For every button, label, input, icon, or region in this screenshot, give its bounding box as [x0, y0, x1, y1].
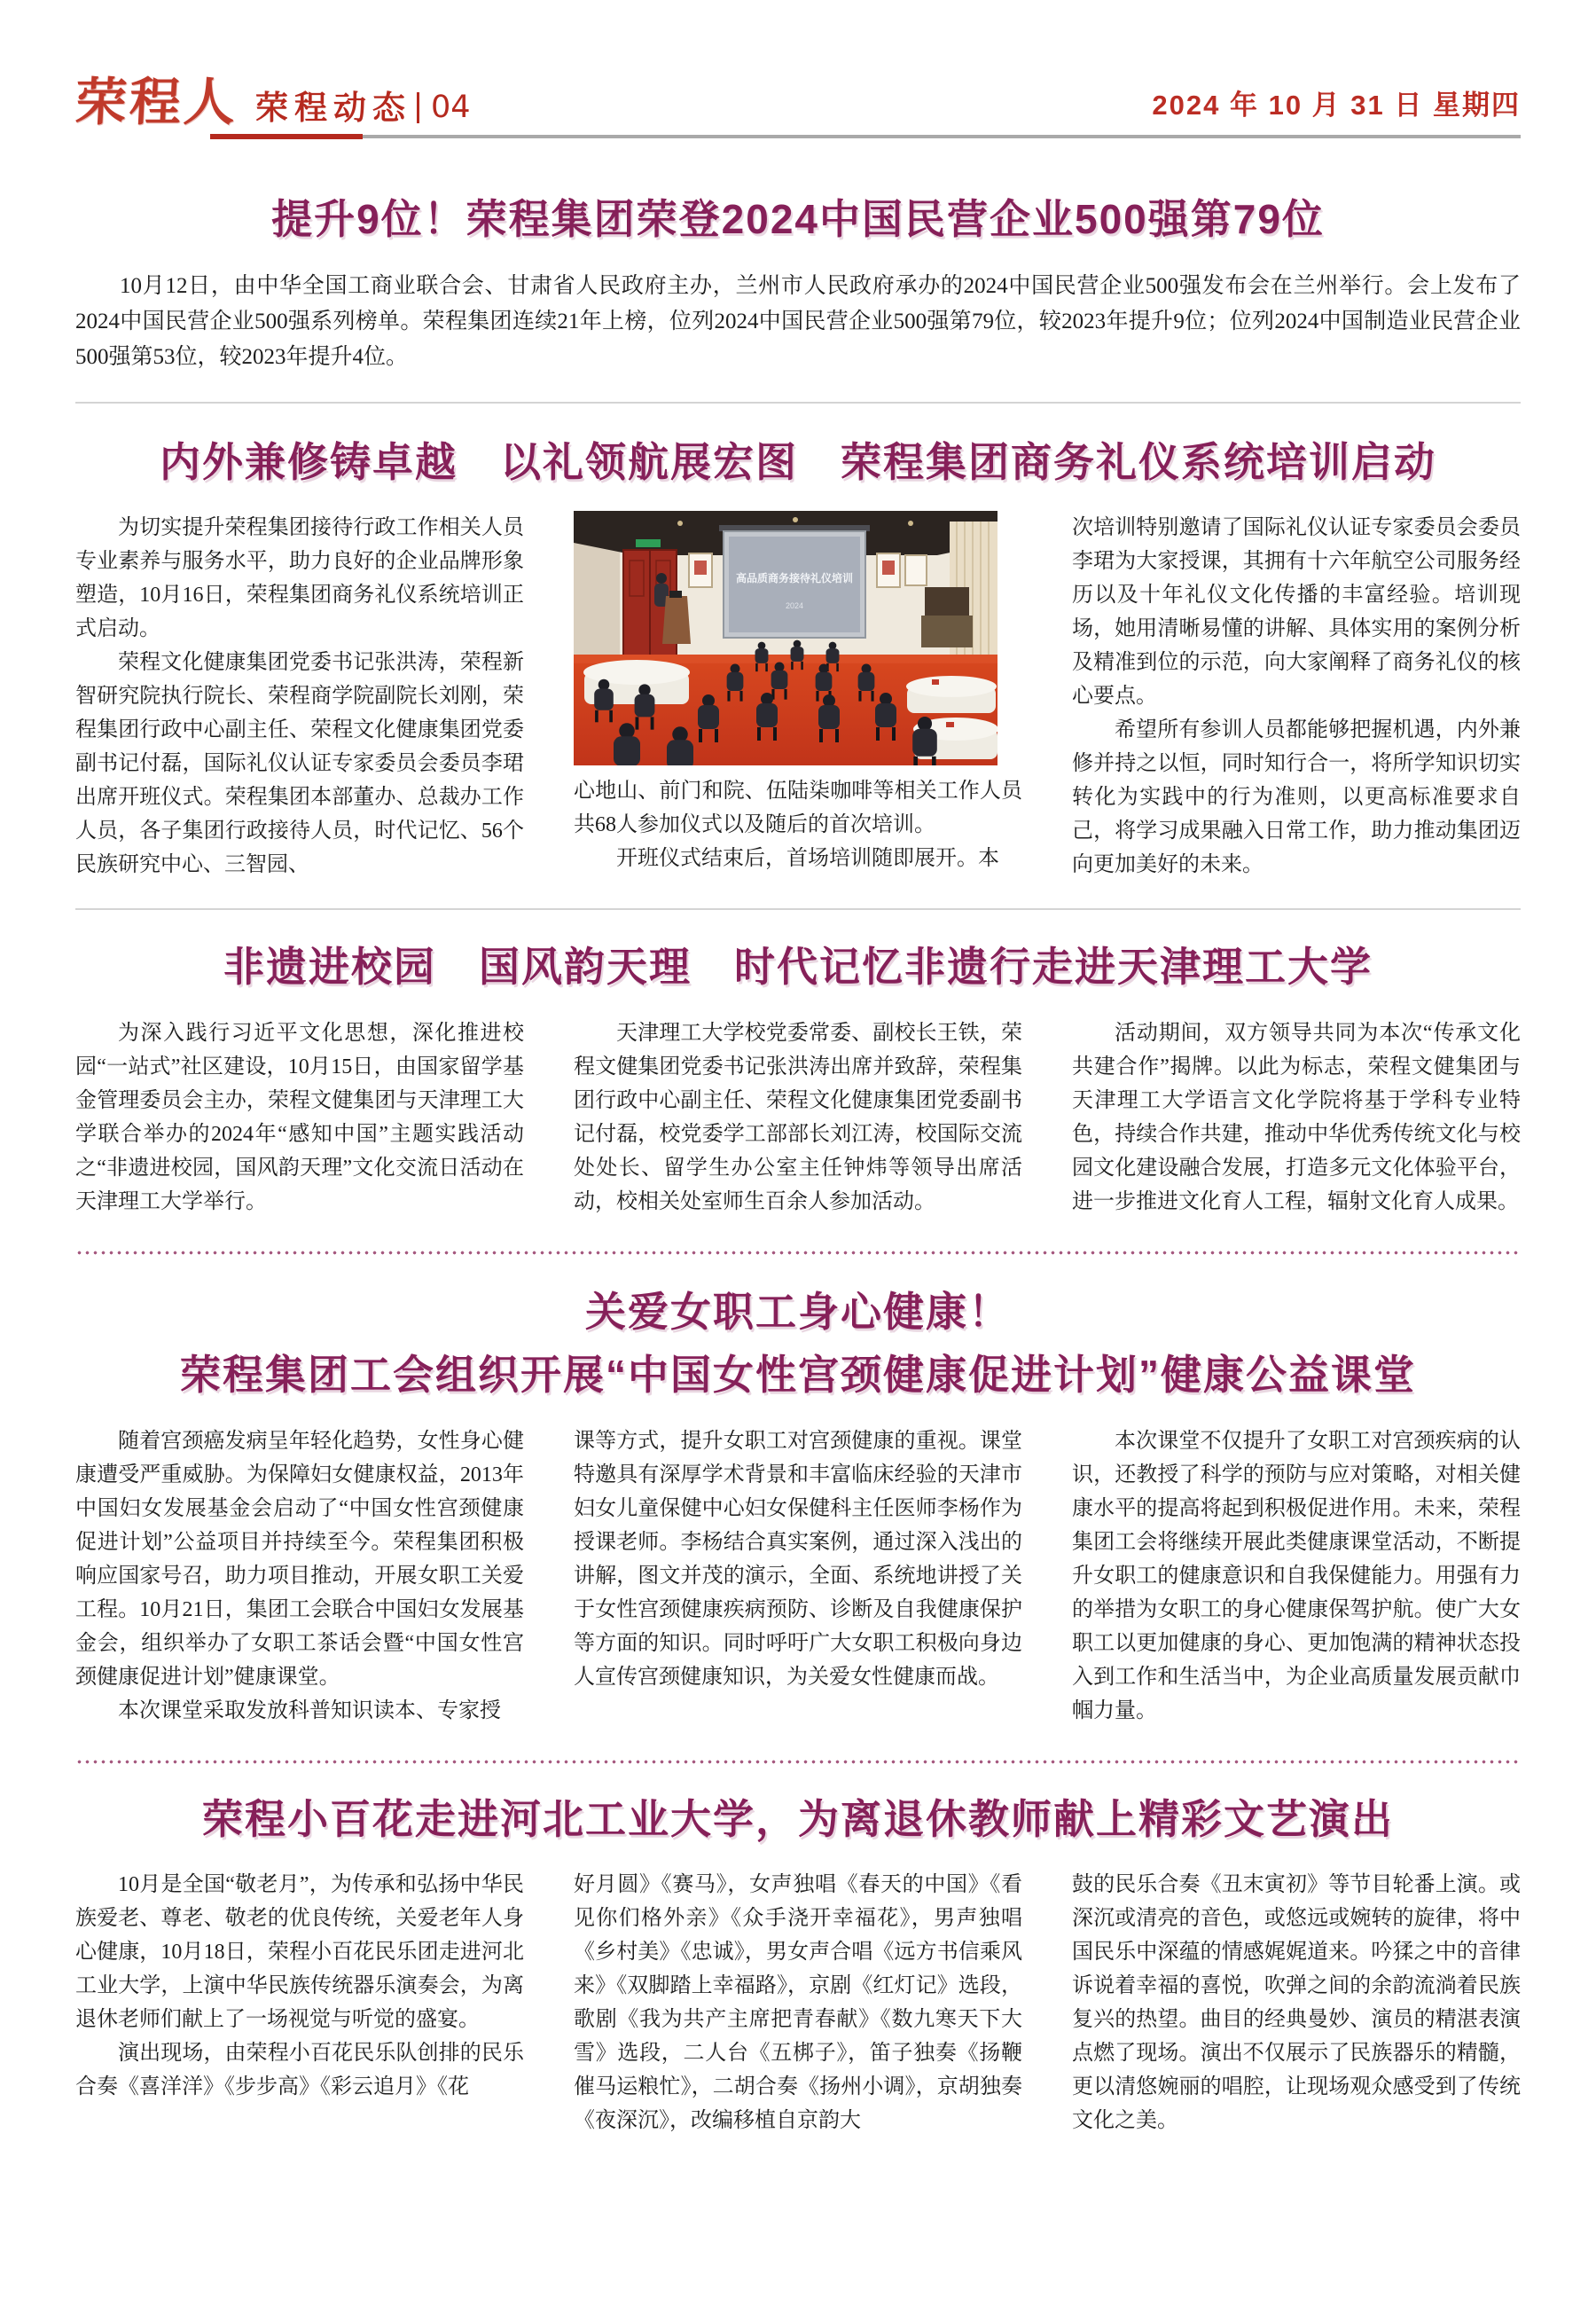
article-folk-music-performance [75, 1794, 1521, 2138]
article-body [75, 269, 1521, 375]
paragraph: 开班仪式结束后，首场培训随即展开。本 [616, 847, 999, 870]
paragraph: 10月12日，由中华全国工商业联合会、甘肃省人民政府主办，兰州市人民政府承办的2024中国民营企业500强发布会在兰州举行。会上发布了2024中国民营企业500强系列榜单。荣程集团连续21年上榜，位列2024中国民营企业500强第79位，较2023年提升9位；位列2024中国制造业民营企业500强第53位，较2023年提升4位。 [75, 273, 1521, 369]
column-right [1072, 1016, 1521, 1219]
wall-frame [905, 555, 927, 585]
column-middle-text [574, 774, 1022, 875]
article-headline-line1: 关爱女职工身心健康！ [585, 1288, 1011, 1335]
article-headline-line2: 荣程集团工会组织开展“中国女性宫颈健康促进计划”健康公益课堂 [180, 1352, 1416, 1398]
masthead-date: 2024 年 10 月 31 日 星期四 [1152, 90, 1521, 121]
paragraph: 心地山、前门和院、伍陆柒咖啡等相关工作人员共68人参加仪式以及随后的首次培训。 [574, 780, 1022, 836]
article-columns [75, 1868, 1521, 2137]
article-headline: 荣程小百花走进河北工业大学，为离退休教师献上精彩文艺演出 [202, 1795, 1394, 1842]
slide-year: 2024 [785, 601, 804, 610]
paragraph: 次培训特别邀请了国际礼仪认证专家委员会委员李珺为大家授课，其拥有十六年航空公司服务经历以及十年礼仪文化传播的丰富经验。培训现场，她用清晰易懂的讲解、具体实用的案例分析及精准到位的示范，向大家阐释了商务礼仪的核心要点。 [1072, 516, 1521, 708]
column-left [75, 511, 524, 882]
masthead-rule-gray-segment [363, 135, 1521, 138]
section-divider-dotted [75, 1760, 1521, 1764]
paragraph: 好月圆》《赛马》，女声独唱《春天的中国》《看见你们格外亲》《众手浇开幸福花》，男声独唱《乡村美》《忠诚》，男女声合唱《远方书信乘风来》《双脚踏上幸福路》，京剧《红灯记》选段，歌剧《我为共产主席把青春献》《数九寒天下大雪》选段，二人台《五梆子》，笛子独奏《扬鞭催马运粮忙》，二胡合奏《扬州小调》，京胡独奏《夜深沉》，改编移植自京韵大 [574, 1873, 1022, 2132]
column-middle [574, 1424, 1022, 1728]
column-middle [574, 1868, 1022, 2137]
paragraph: 鼓的民乐合奏《丑末寅初》等节目轮番上演。或深沉或清亮的音色，或悠远或婉转的旋律，将中国民乐中深蕴的情感娓娓道来。吟猱之中的音律诉说着幸福的喜悦，吹弹之间的余韵流淌着民族复兴的热望。曲目的经典曼妙、演员的精湛表演点燃了现场。演出不仅展示了民族器乐的精髓，更以清悠婉丽的唱腔，让现场观众感受到了传统文化之美。 [1072, 1873, 1521, 2132]
column-right [1072, 511, 1521, 882]
paragraph: 活动期间，双方领导共同为本次“传承文化 共建合作”揭牌。以此为标志，荣程文健集团与天津理工大学语言文化学院将基于学科专业特色，持续合作共建，推动中华优秀传统文化与校园文化建设融合发展，打造多元文化体验平台，进一步推进文化育人工程，辐射文化育人成果。 [1072, 1021, 1521, 1213]
article-headline: 内外兼修铸卓越 以礼领航展宏图 荣程集团商务礼仪系统培训启动 [160, 438, 1436, 485]
masthead-rule [75, 134, 1521, 139]
paragraph: 荣程文化健康集团党委书记张洪涛，荣程新智研究院执行院长、荣程商学院副院长刘刚，荣程集团行政中心副主任、荣程文化健康集团党委副书记付磊，国际礼仪认证专家委员会委员李珺出席开班仪式。荣程集团本部董办、总裁办工作人员，各子集团行政接待人员，时代记忆、56个民族研究中心、三智园、 [75, 651, 524, 876]
paragraph: 为深入践行习近平文化思想，深化推进校园“一站式”社区建设，10月15日，由国家留学基金管理委员会主办，荣程文健集团与天津理工大学联合举办的2024年“感知中国”主题实践活动之“非遗进校园，国风韵天理”文化交流日活动在天津理工大学举行。 [75, 1021, 524, 1213]
article-columns [75, 511, 1521, 882]
paragraph: 本次课堂不仅提升了女职工对宫颈疾病的认识，还教授了科学的预防与应对策略，对相关健康水平的提高将起到积极促进作用。未来，荣程集团工会将继续开展此类健康课堂活动，不断提升女职工的健康意识和自我保健能力。用强有力的举措为女职工的身心健康保驾护航。使广大女职工以更加健康的身心、更加饱满的精神状态投入到工作和生活当中，为企业高质量发展贡献巾帼力量。 [1072, 1429, 1521, 1722]
masthead-rule-red-segment [210, 134, 363, 139]
paragraph: 希望所有参训人员都能够把握机遇，内外兼修并持之以恒，同时知行合一，将所学知识切实转化为实践中的行为准则，以更高标准要求自己，将学习成果融入日常工作，助力推动集团迈向更加美好的未来。 [1072, 718, 1521, 876]
section-divider [75, 908, 1521, 910]
slide-title: 高品质商务接待礼仪培训 [735, 572, 854, 584]
paragraph: 为切实提升荣程集团接待行政工作相关人员专业素养与服务水平，助力良好的企业品牌形象塑造，10月16日，荣程集团商务礼仪系统培训正式启动。 [75, 516, 524, 640]
bronze-artifact [925, 587, 969, 616]
column-left [75, 1016, 524, 1219]
column-middle [574, 1016, 1022, 1219]
article-columns [75, 1424, 1521, 1728]
training-photo [574, 511, 998, 765]
column-left [75, 1424, 524, 1728]
photo-podium [662, 596, 691, 644]
section-block [255, 91, 471, 128]
article-top500-ranking [75, 194, 1521, 375]
exit-sign [636, 539, 661, 547]
paragraph: 天津理工大学校党委常委、副校长王铁，荣程文健集团党委书记张洪涛出席并致辞，荣程集团行政中心副主任、荣程文化健康集团党委副书记付磊，校党委学工部部长刘江涛，校国际交流处处长、留学生办公室主任钟炜等领导出席活动，校相关处室师生百余人参加活动。 [574, 1021, 1022, 1213]
paragraph: 课等方式，提升女职工对宫颈健康的重视。课堂特邀具有深厚学术背景和丰富临床经验的天津市妇女儿童保健中心妇女保健科主任医师李杨作为授课老师。李杨结合真实案例，通过深入浅出的讲解，图文并茂的演示，全面、系统地讲授了关于女性宫颈健康疾病预防、诊断及自我健康保护等方面的知识。同时呼吁广大女职工积极向身边人宣传宫颈健康知识，为关爱女性健康而战。 [574, 1429, 1022, 1689]
article-columns [75, 1016, 1521, 1219]
section-divider [75, 402, 1521, 404]
masthead [74, 72, 1521, 132]
paragraph: 10月是全国“敬老月”，为传承和弘扬中华民族爱老、尊老、敬老的优良传统，关爱老年人身心健康，10月18日，荣程小百花民乐团走进河北工业大学，上演中华民族传统器乐演奏会，为离退休老师们献上了一场视觉与听觉的盛宴。 [75, 1873, 524, 2031]
paragraph: 演出现场，由荣程小百花民乐队创排的民乐合奏《喜洋洋》《步步高》《彩云追月》《花 [75, 2042, 524, 2098]
column-left [75, 1868, 524, 2137]
column-right [1072, 1424, 1521, 1728]
page-number: 04 [417, 92, 471, 123]
photo-speaker [656, 573, 667, 584]
article-headline: 非遗进校园 国风韵天理 时代记忆非遗行走进天津理工大学 [223, 944, 1373, 990]
newspaper-logo: 荣程人 [74, 72, 239, 132]
paragraph: 随着宫颈癌发病呈年轻化趋势，女性身心健康遭受严重威胁。为保障妇女健康权益，2013年中国妇女发展基金会启动了“中国女性宫颈健康促进计划”公益项目并持续至今。荣程集团积极响应国家号召，助力项目推动，开展女职工关爱工程。10月21日，集团工会联合中国妇女发展基金会，组织举办了女职工茶话会暨“中国女性宫颈健康促进计划”健康课堂。 [75, 1429, 524, 1689]
paragraph: 本次课堂采取发放科普知识读本、专家授 [118, 1698, 501, 1722]
section-title: 荣程动态 [255, 90, 412, 126]
column-right [1072, 1868, 1521, 2137]
article-etiquette-training [75, 437, 1521, 882]
masthead-rule-offset [75, 134, 210, 139]
article-women-health [75, 1287, 1521, 1728]
column-middle [574, 511, 1022, 882]
section-divider-dotted [75, 1251, 1521, 1255]
training-photo-illustration [574, 511, 998, 765]
article-heritage-campus [75, 942, 1521, 1219]
article-headline: 提升9位！荣程集团荣登2024中国民营企业500强第79位 [271, 196, 1325, 242]
